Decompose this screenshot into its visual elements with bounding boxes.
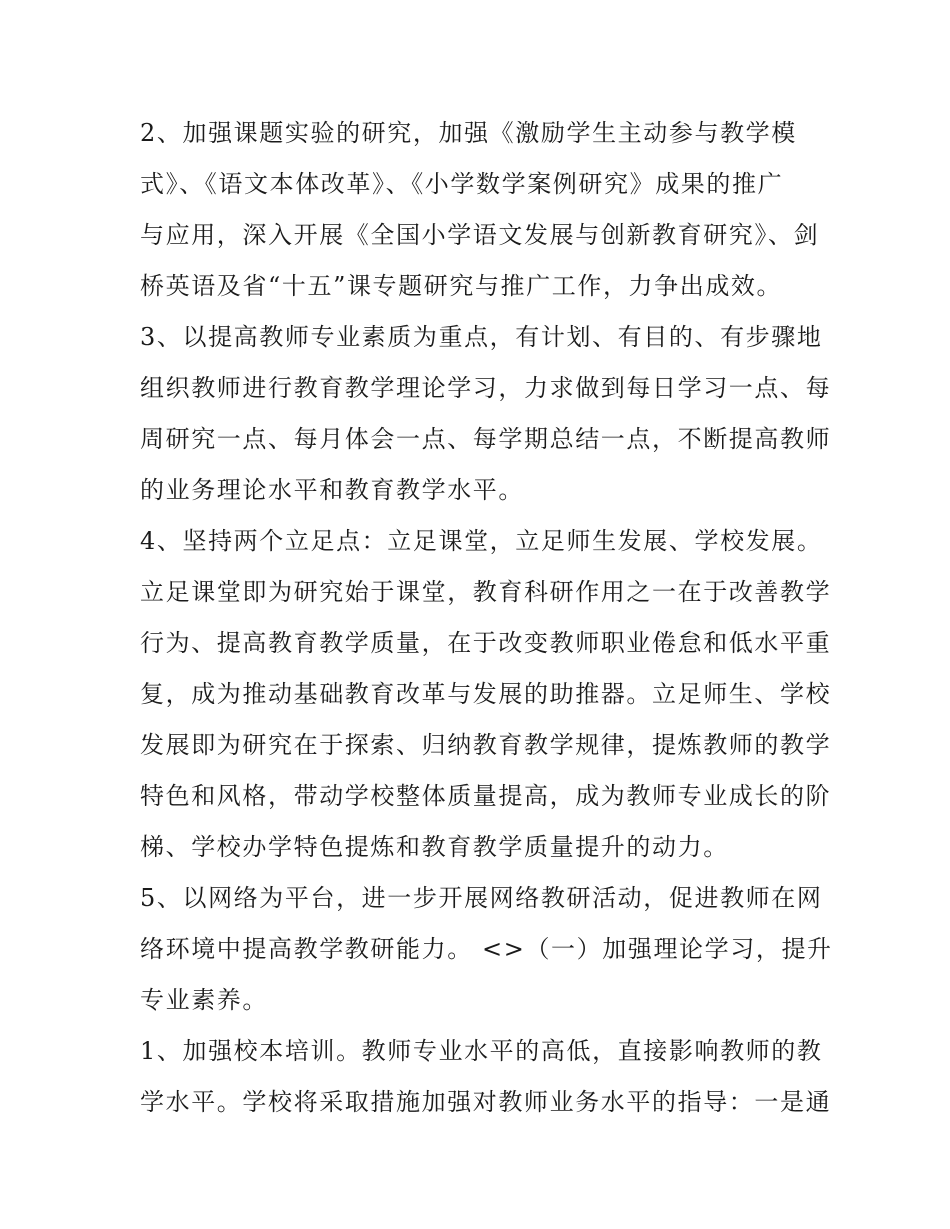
paragraph-item-4 (140, 516, 832, 873)
text-line: 的业务理论水平和教育教学水平。 (140, 476, 524, 504)
text-line: 复，成为推动基础教育改革与发展的助推器。立足师生、学校 (140, 680, 832, 708)
text-line: 行为、提高教育教学质量，在于改变教师职业倦怠和低水平重 (140, 629, 832, 657)
text-line: 学水平。学校将采取措施加强对教师业务水平的指导：一是通 (140, 1088, 832, 1116)
text-line: 4、坚持两个立足点：立足课堂，立足师生发展、学校发展。 (140, 527, 823, 555)
paragraph-item-3 (140, 312, 832, 516)
text-line: 周研究一点、每月体会一点、每学期总结一点，不断提高教师 (140, 425, 832, 453)
text-line: 组织教师进行教育教学理论学习，力求做到每日学习一点、每 (140, 374, 832, 402)
text-line: 立足课堂即为研究始于课堂，教育科研作用之一在于改善教学 (140, 578, 832, 606)
text-line: 专业素养。 (140, 986, 268, 1014)
text-line: 梯、学校办学特色提炼和教育教学质量提升的动力。 (140, 833, 729, 861)
text-line: 式》、《语文本体改革》、《小学数学案例研究》成果的推广 (140, 170, 784, 198)
text-line: 桥英语及省“十五”课专题研究与推广工作，力争出成效。 (140, 272, 783, 300)
text-line: 特色和风格，带动学校整体质量提高，成为教师专业成长的阶 (140, 782, 832, 810)
text-line: 1、加强校本培训。教师专业水平的高低，直接影响教师的教 (140, 1037, 823, 1065)
text-line: 2、加强课题实验的研究，加强《激励学生主动参与教学模 (140, 119, 797, 147)
paragraph-item-5 (140, 873, 833, 1026)
text-line: 络环境中提高教学教研能力。 <>（一）加强理论学习，提升 (140, 935, 833, 963)
paragraph-item-2 (140, 108, 820, 312)
text-line: 5、以网络为平台，进一步开展网络教研活动，促进教师在网 (140, 884, 823, 912)
document-body (140, 108, 833, 1128)
text-line: 3、以提高教师专业素质为重点，有计划、有目的、有步骤地 (140, 323, 823, 351)
text-line: 与应用，深入开展《全国小学语文发展与创新教育研究》、剑 (140, 221, 820, 249)
text-line: 发展即为研究在于探索、归纳教育教学规律，提炼教师的教学 (140, 731, 832, 759)
paragraph-item-1 (140, 1026, 832, 1128)
